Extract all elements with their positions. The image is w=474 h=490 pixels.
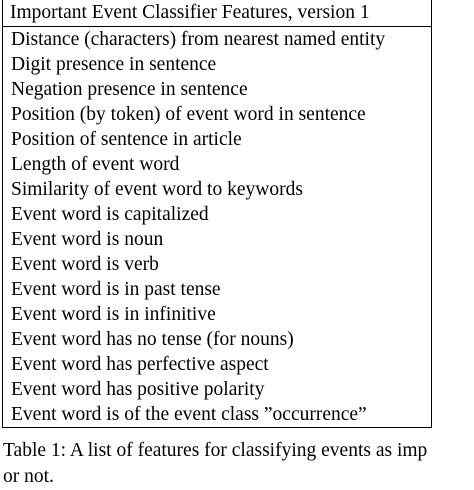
table-row: Event word is in infinitive xyxy=(11,304,216,325)
table-row: Event word is of the event class ”occurrence” xyxy=(11,404,367,425)
table-row: Position of sentence in article xyxy=(11,129,242,150)
table-row: Event word is noun xyxy=(11,229,164,250)
table-row: Position (by token) of event word in sentence xyxy=(11,104,366,125)
feature-table xyxy=(2,0,432,428)
table-row: Event word is in past tense xyxy=(11,279,221,300)
table-row: Event word has perfective aspect xyxy=(11,354,269,375)
table-caption xyxy=(3,438,474,490)
table-row: Similarity of event word to keywords xyxy=(11,179,303,200)
table-row: Digit presence in sentence xyxy=(11,54,217,75)
table-body xyxy=(3,27,431,427)
table-row: Event word has no tense (for nouns) xyxy=(11,329,294,350)
table-row: Event word is capitalized xyxy=(11,204,209,225)
table-row: Event word is verb xyxy=(11,254,159,275)
caption-line: Table 1: A list of features for classifying events as imp xyxy=(3,440,428,461)
caption-line: or not. xyxy=(3,466,54,487)
table-header: Important Event Classifier Features, version 1 xyxy=(3,0,431,27)
table-row: Event word has positive polarity xyxy=(11,379,265,400)
table-row: Length of event word xyxy=(11,154,180,175)
table-row: Negation presence in sentence xyxy=(11,79,248,100)
table-row: Distance (characters) from nearest named entity xyxy=(11,29,386,50)
